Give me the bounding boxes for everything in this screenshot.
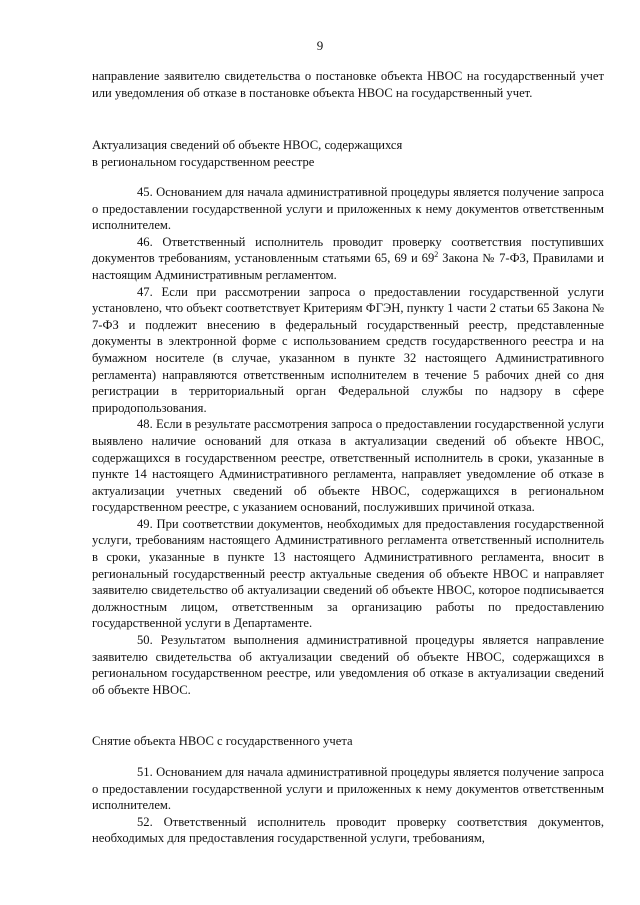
section-heading-2: Снятие объекта НВОС с государственного учета	[92, 734, 353, 748]
paragraph-48: 48. Если в результате рассмотрения запроса о предоставлении государственной услуги выявлено наличие оснований для отказа в актуализации сведений об объекте НВОС, содержащихся в государственном реестре, ответственный исполнитель в сроки, указанные в пункте 14 настоящего Административного регламента, направляет уведомление об отказе в актуализации учетных сведений об объекте НВОС, содержащихся в региональном государственном реестре, с указанием оснований, послуживших причиной отказа.	[92, 417, 604, 515]
paragraph-46-superscript: 2	[434, 250, 439, 260]
page-number: 9	[316, 38, 324, 53]
section-2-body	[92, 764, 604, 847]
section-heading-1-line-1: Актуализация сведений об объекте НВОС, содержащихся	[92, 138, 403, 152]
paragraph-50: 50. Результатом выполнения административной процедуры является направление заявителю свидетельства об актуализации сведений об объекте НВОС, содержащихся в региональном государственном реестре, или уведомления об отказе в актуализации сведений об объекте НВОС.	[92, 633, 604, 697]
paragraph-46-text-b: Закона № 7-ФЗ, Правилами и настоящим Административным регламентом.	[92, 251, 604, 282]
section-heading-1-line-2: в региональном государственном реестре	[92, 154, 315, 169]
paragraph-51: 51. Основанием для начала административной процедуры является получение запроса о предоставлении государственной услуги и приложенных к нему документов ответственным исполнителем.	[92, 765, 604, 813]
paragraph-45: 45. Основанием для начала административной процедуры является получение запроса о предоставлении государственной услуги и приложенных к нему документов ответственным исполнителем.	[92, 185, 604, 233]
intro-paragraph: направление заявителю свидетельства о постановке объекта НВОС на государственный учет или уведомления об отказе в постановке объекта НВОС на государственный учет.	[92, 69, 604, 100]
section-heading-2-block	[92, 733, 604, 750]
paragraph-46-text-a: 46. Ответственный исполнитель проводит проверку соответствия поступивших документов требованиям, установленным статьями 65, 69 и 69	[92, 234, 604, 266]
paragraph-52: 52. Ответственный исполнитель проводит проверку соответствия документов, необходимых для предоставления государственной услуги, требованиям,	[92, 814, 604, 846]
section-1-body	[92, 184, 604, 698]
paragraph-47: 47. Если при рассмотрении запроса о предоставлении государственной услуги установлено, что объект соответствует Критериям ФГЭН, пункту 1 части 2 статьи 65 Закона № 7-ФЗ и подлежит внесению в федеральный государственный реестр, представленные документы в электронной форме с использованием средств государственного реестра и на бумажном носителе (в случае, указанном в пункте 32 настоящего Административного регламента) направляются ответственным исполнителем в течение 5 рабочих дней со дня регистрации в территориальный орган Федеральной службы по надзору в сфере природопользования.	[92, 284, 604, 415]
section-heading-1	[92, 137, 604, 170]
intro-block	[92, 68, 604, 101]
paragraph-49: 49. При соответствии документов, необходимых для предоставления государственной услуги, требованиям настоящего Административного регламента ответственный исполнитель в сроки, указанные в пункте 13 настоящего Административного регламента, вносит в региональный государственный реестр актуальные сведения об объекте НВОС и направляет заявителю свидетельство об актуализации сведений об объекте НВОС, которое подписывается должностным лицом, ответственным за организацию работы по предоставлению государственной услуги в Департаменте.	[92, 516, 604, 631]
paragraph-46	[92, 234, 604, 284]
